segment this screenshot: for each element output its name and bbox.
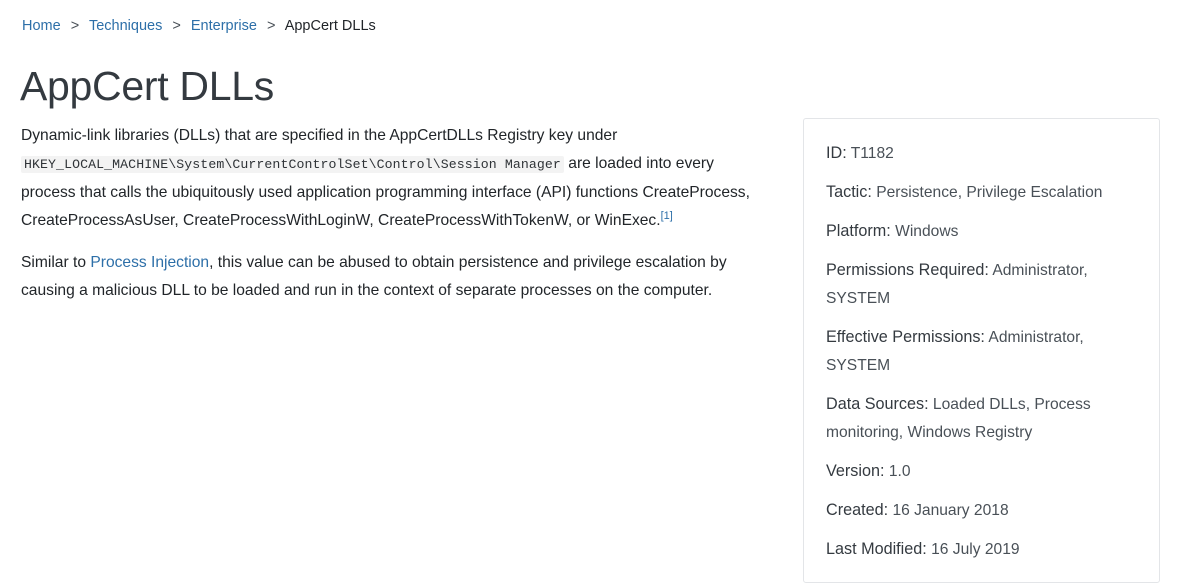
info-value-data-sources: Loaded DLLs, Process monitoring, Windows Registry bbox=[826, 396, 1091, 441]
info-row bbox=[826, 217, 1137, 246]
info-label-id: ID: bbox=[826, 144, 847, 162]
info-row bbox=[826, 496, 1137, 525]
breadcrumb-separator: > bbox=[266, 18, 276, 34]
info-label-tactic: Tactic: bbox=[826, 183, 872, 201]
registry-key-code: HKEY_LOCAL_MACHINE\System\CurrentControlSet\Control\Session Manager bbox=[21, 156, 564, 173]
description-text-4: , this value can be abused to obtain persistence and privilege escalation by causing a malicious DLL to be loaded and run in the context of separate processes on the computer. bbox=[21, 254, 727, 299]
description-text-2: are loaded into every process that calls the ubiquitously used application programming interface (API) functions CreateProcess, CreateProcessAsUser, CreateProcessWithLoginW, CreateProcessWithTokenW, or WinExec. bbox=[21, 155, 750, 229]
breadcrumb-item-enterprise[interactable]: Enterprise bbox=[190, 18, 257, 34]
info-label-version: Version: bbox=[826, 462, 885, 480]
info-label-data-sources: Data Sources: bbox=[826, 395, 929, 413]
info-value-id: T1182 bbox=[850, 145, 894, 162]
breadcrumb-separator: > bbox=[172, 18, 181, 34]
info-row bbox=[826, 457, 1137, 486]
technique-description bbox=[21, 122, 756, 319]
info-label-last-modified: Last Modified: bbox=[826, 540, 927, 558]
info-row bbox=[826, 323, 1137, 380]
info-value-permissions-required: Administrator, SYSTEM bbox=[826, 262, 1088, 307]
technique-info-card bbox=[803, 118, 1160, 583]
info-value-tactic: Persistence, Privilege Escalation bbox=[876, 184, 1103, 201]
description-paragraph-1 bbox=[21, 122, 756, 235]
description-paragraph-2 bbox=[21, 249, 756, 305]
info-row bbox=[826, 390, 1137, 447]
description-text-1: Dynamic-link libraries (DLLs) that are specified in the AppCertDLLs Registry key under bbox=[21, 127, 618, 144]
info-label-platform: Platform: bbox=[826, 222, 891, 240]
info-value-platform: Windows bbox=[895, 223, 959, 240]
link-process-injection[interactable]: Process Injection bbox=[90, 254, 210, 271]
info-label-created: Created: bbox=[826, 501, 889, 519]
breadcrumb bbox=[22, 17, 376, 35]
info-value-last-modified: 16 July 2019 bbox=[931, 541, 1020, 558]
info-value-created: 16 January 2018 bbox=[892, 502, 1009, 519]
info-row bbox=[826, 139, 1137, 168]
info-value-effective-permissions: Administrator, SYSTEM bbox=[826, 329, 1084, 374]
info-label-permissions-required: Permissions Required: bbox=[826, 261, 989, 279]
breadcrumb-item-current: AppCert DLLs bbox=[284, 18, 376, 34]
info-row bbox=[826, 535, 1137, 564]
info-value-version: 1.0 bbox=[888, 463, 911, 480]
info-label-effective-permissions: Effective Permissions: bbox=[826, 328, 985, 346]
citation-reference-1[interactable] bbox=[661, 210, 673, 222]
breadcrumb-separator: > bbox=[70, 18, 80, 34]
breadcrumb-item-techniques[interactable]: Techniques bbox=[88, 18, 163, 34]
breadcrumb-item-home[interactable]: Home bbox=[22, 18, 61, 34]
info-row bbox=[826, 178, 1137, 207]
info-row bbox=[826, 256, 1137, 313]
citation-link-1[interactable]: [1] bbox=[660, 209, 673, 222]
page-title: AppCert DLLs bbox=[20, 63, 274, 109]
description-text-3: Similar to bbox=[21, 254, 86, 271]
